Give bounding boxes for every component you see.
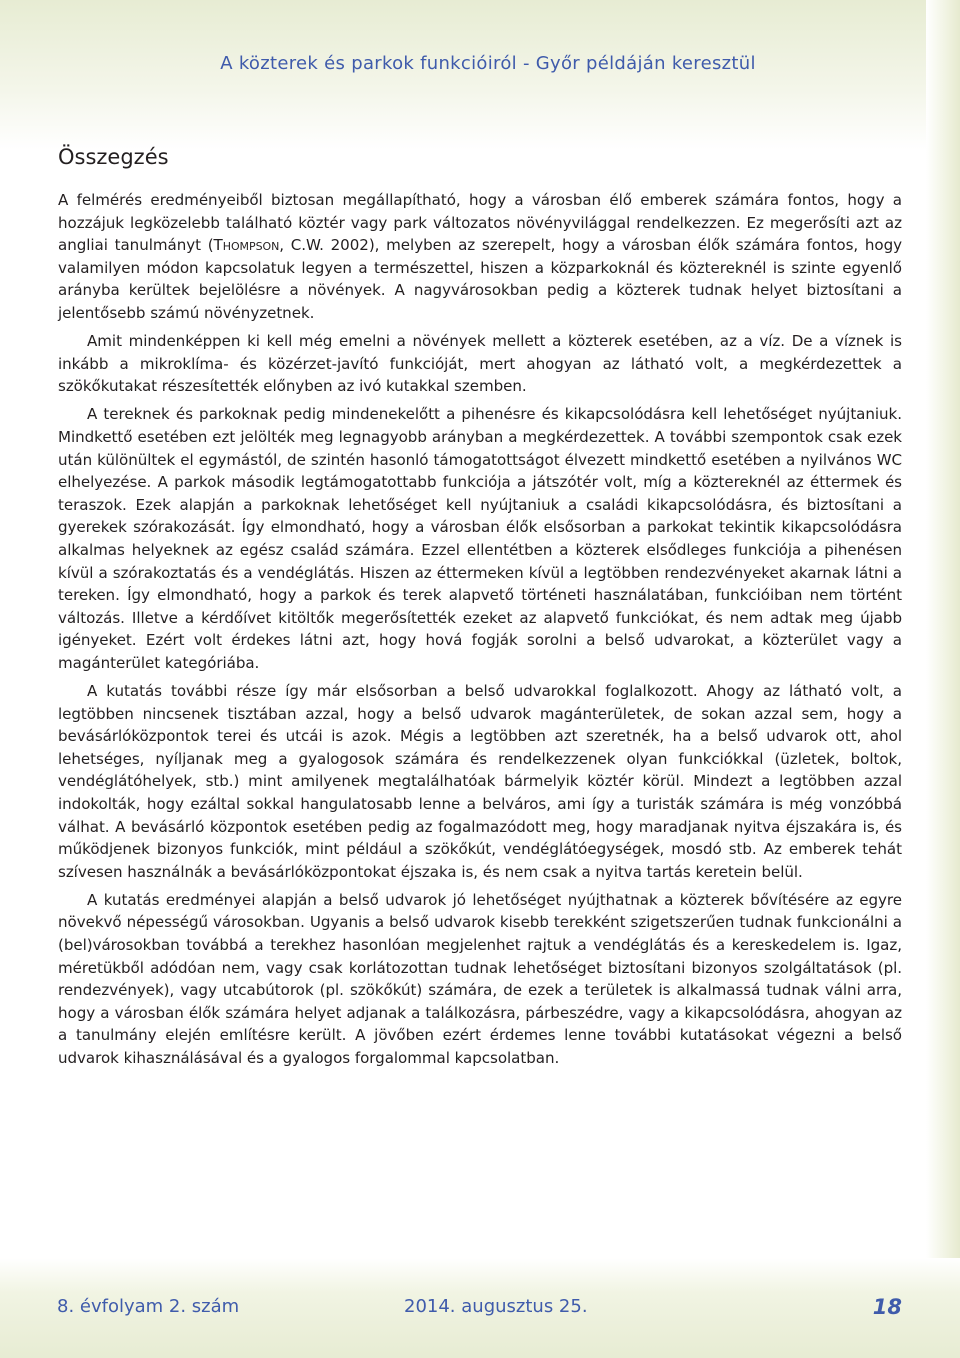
paragraph-1-text-end: , C.W. 2002), melyben az szerepelt, hogy a városban élők számára fontos, hogy valamilyen módon kapcsolatuk legyen a természettel, hiszen a közparkoknál és köztereknél is szinte egyenlő arányba kerültek bejelölésre a növények. A nagyvárosokban pedig a közterek tudnak helyet biztosítani a jelentősebb számú növényzetnek. — [58, 236, 903, 322]
footer-date: 2014. augusztus 25. — [404, 1296, 588, 1317]
right-edge-background — [926, 0, 960, 1358]
citation-author-initial: T — [213, 236, 223, 255]
paragraph-1-text-start: A felmérés eredményeiből biztosan megállapítható, hogy a városban élő emberek számára fontos, hogy a hozzájuk legközelebb található köztér vagy park változatos növényvilággal rendelkezzen. Ez megerősíti azt az angliai tanulmányt ( — [58, 191, 902, 255]
page-number: 18 — [872, 1295, 902, 1319]
citation-author — [214, 236, 280, 254]
article-body — [58, 145, 902, 1075]
paragraph-4: A kutatás további része így már elsősorban a belső udvarokkal foglalkozott. Ahogy az látható volt, a legtöbben nincsenek tisztában azzal, hogy a belső udvarok magánterületek, de sokan azzal sem, hogy a bevásárlóközpontok terei és utcái is azok. Mégis a legtöbben azt szeretnék, ha a belső udvarok ott, ahol lehetséges, nyíljanak meg a gyalogosok számára és rendelkezzenek olyan funkciókkal (üzletek, boltok, vendéglátóhelyek, stb.) mint amilyenek megtalálhatóak bármelyik köztér körül. Mindezt a legtöbben azzal indokolták, hogy ezáltal sokkal hangulatosabb lenne a belváros, ami így a turisták számára is még vonzóbbá válhat. A bevásárló központok esetében pedig az fogalmazódott meg, hogy maradjanak nyitva éjszakára is, és működjenek bizonyos funkciók, mint például a szökőkút, vendéglátóegységek, mosdó stb. Az emberek tehát szívesen használnák a bevásárlóközpontokat éjszaka is, és nem csak a nyitva tartás keretein belül. — [58, 681, 902, 881]
paragraph-3: A tereknek és parkoknak pedig mindenekelőtt a pihenésre és kikapcsolódásra kell lehetőséget nyújtaniuk. Mindkettő esetében ezt jelölték meg legnagyobb arányban a megkérdezettek. A további szempontok csak ezek után különültek el egymástól, de szintén hasonló támogatottságot élvezett mindkettő esetében a nyilvános WC elhelyezése. A parkok második legtámogatottabb funkciója a játszótér volt, míg a köztereknél az éttermek és teraszok. Ezek alapján a parkoknak lehetőséget kell nyújtaniuk a családi kikapcsolódásra, és biztosítani a gyerekek szórakozását. Így elmondható, hogy a városban élők elsősorban a parkokat tekintik kikapcsolódásra alkalmas helyeknek az egész család számára. Ezzel ellentétben a közterek elsődleges funkciója a pihenésen kívül a szórakoztatás és a vendéglátás. Hiszen az éttermeken kívül a legtöbben rendezvényeket akarnak látni a tereken. Így elmondható, hogy a parkok és terek alapvető történeti használatában, funkcióiban nem történt változás. Illetve a kérdőívet kitöltők megerősítették ezeket az alapvető funkciókat, és nem adtak meg újabb igényeket. Ezért volt érdekes látni azt, hogy hová fogják sorolni a belső udvarokat, a közterület vagy a magánterület kategóriába. — [58, 405, 902, 672]
citation-author-rest: hompson — [222, 236, 280, 255]
paragraph-5: A kutatás eredményei alapján a belső udvarok jó lehetőséget nyújthatnak a közterek bővítésére az egyre növekvő népességű városokban. Ugyanis a belső udvarok kisebb terekként szigetszerűen tudnak funkcionálni a (bel)városokban továbbá a terekhez hasonlóan megjelenhet rajtuk a vendéglátás és a kereskedelem is. Igaz, méretükből adódóan nem, vagy csak korlátozottan tudnak lehetőséget biztosítani bizonyos szolgáltatások (pl. rendezvények), vagy utcabútorok (pl. szökőkút) számára, de ezek a területek is alkalmassá tudnak válni arra, hogy a városban élők számára helyet adjanak a találkozásra, párbeszédre, vagy a kikapcsolódásra, ahogyan az a tanulmány elején említésre került. A jövőben ezért érdemes lenne további kutatásokat végezni a belső udvarok kihasználásával és a gyalogos forgalommal kapcsolatban. — [58, 890, 902, 1067]
header-background — [0, 0, 960, 150]
section-heading: Összegzés — [58, 145, 169, 169]
running-header: A közterek és parkok funkcióiról - Győr példáján keresztül — [220, 53, 756, 74]
paragraph-1 — [58, 189, 902, 325]
paragraph-2: Amit mindenképpen ki kell még emelni a növények mellett a közterek esetében, az a víz. De a víznek is inkább a mikroklíma- és közérzet-javító funkcióját, mert ahogyan az látható volt, a megkérdezettek a szökőkutakat részesítették előnyben az ivó kutakkal szemben. — [58, 332, 902, 396]
footer-volume: 8. évfolyam 2. szám — [57, 1296, 240, 1317]
